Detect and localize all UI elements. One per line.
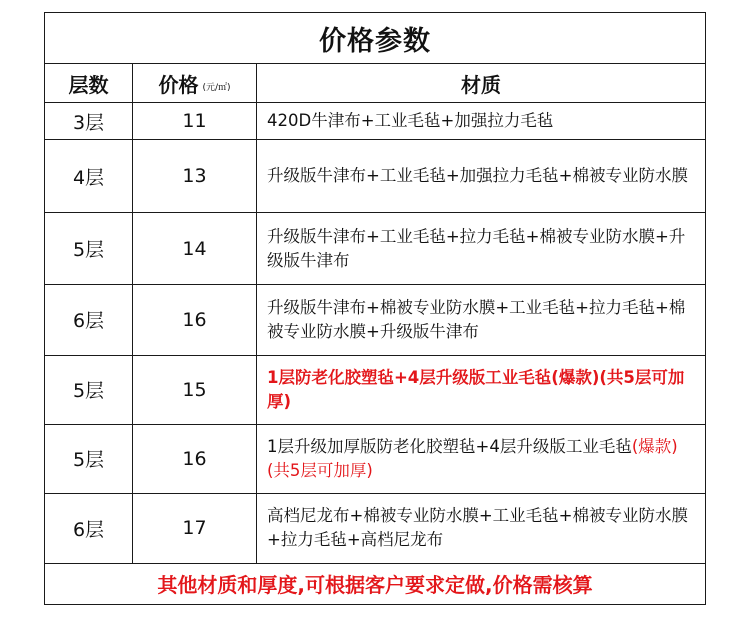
row-material: 420D牛津布+工业毛毡+加强拉力毛毡 (257, 103, 706, 140)
table-row (45, 355, 706, 424)
row-material-highlight: 1层防老化胶塑毡+4层升级版工业毛毡(爆款)(共5层可加厚) (257, 355, 706, 424)
header-material: 材质 (257, 64, 706, 103)
header-layers: 层数 (45, 64, 133, 103)
table-row (45, 103, 706, 140)
row-layers: 5层 (45, 355, 133, 424)
row-price: 13 (133, 140, 257, 213)
footer-note: 其他材质和厚度,可根据客户要求定做,价格需核算 (45, 563, 706, 604)
header-price (133, 64, 257, 103)
table-row (45, 140, 706, 213)
row-price: 11 (133, 103, 257, 140)
row-layers: 3层 (45, 103, 133, 140)
row-price: 15 (133, 355, 257, 424)
table-title: 价格参数 (45, 13, 706, 64)
row-material: 升级版牛津布+棉被专业防水膜+工业毛毡+拉力毛毡+棉被专业防水膜+升级版牛津布 (257, 285, 706, 355)
row-material: 升级版牛津布+工业毛毡+加强拉力毛毡+棉被专业防水膜 (257, 140, 706, 213)
table-row (45, 493, 706, 563)
row-material-plain: 1层升级加厚版防老化胶塑毡+4层升级版工业毛毡 (267, 436, 632, 456)
row-material: 高档尼龙布+棉被专业防水膜+工业毛毡+棉被专业防水膜+拉力毛毡+高档尼龙布 (257, 493, 706, 563)
row-layers: 5层 (45, 424, 133, 493)
table-row (45, 213, 706, 285)
header-price-unit: (元/㎡) (202, 82, 231, 93)
row-material: 升级版牛津布+工业毛毡+拉力毛毡+棉被专业防水膜+升级版牛津布 (257, 213, 706, 285)
row-price: 17 (133, 493, 257, 563)
row-material-red: (爆款)(共5层可加厚) (267, 436, 678, 480)
row-price: 16 (133, 424, 257, 493)
row-layers: 5层 (45, 213, 133, 285)
row-material (257, 424, 706, 493)
row-price: 14 (133, 213, 257, 285)
table-row (45, 424, 706, 493)
row-layers: 4层 (45, 140, 133, 213)
table-row (45, 285, 706, 355)
price-table (44, 12, 706, 605)
header-price-label: 价格 (158, 72, 199, 97)
row-layers: 6层 (45, 493, 133, 563)
row-layers: 6层 (45, 285, 133, 355)
row-price: 16 (133, 285, 257, 355)
